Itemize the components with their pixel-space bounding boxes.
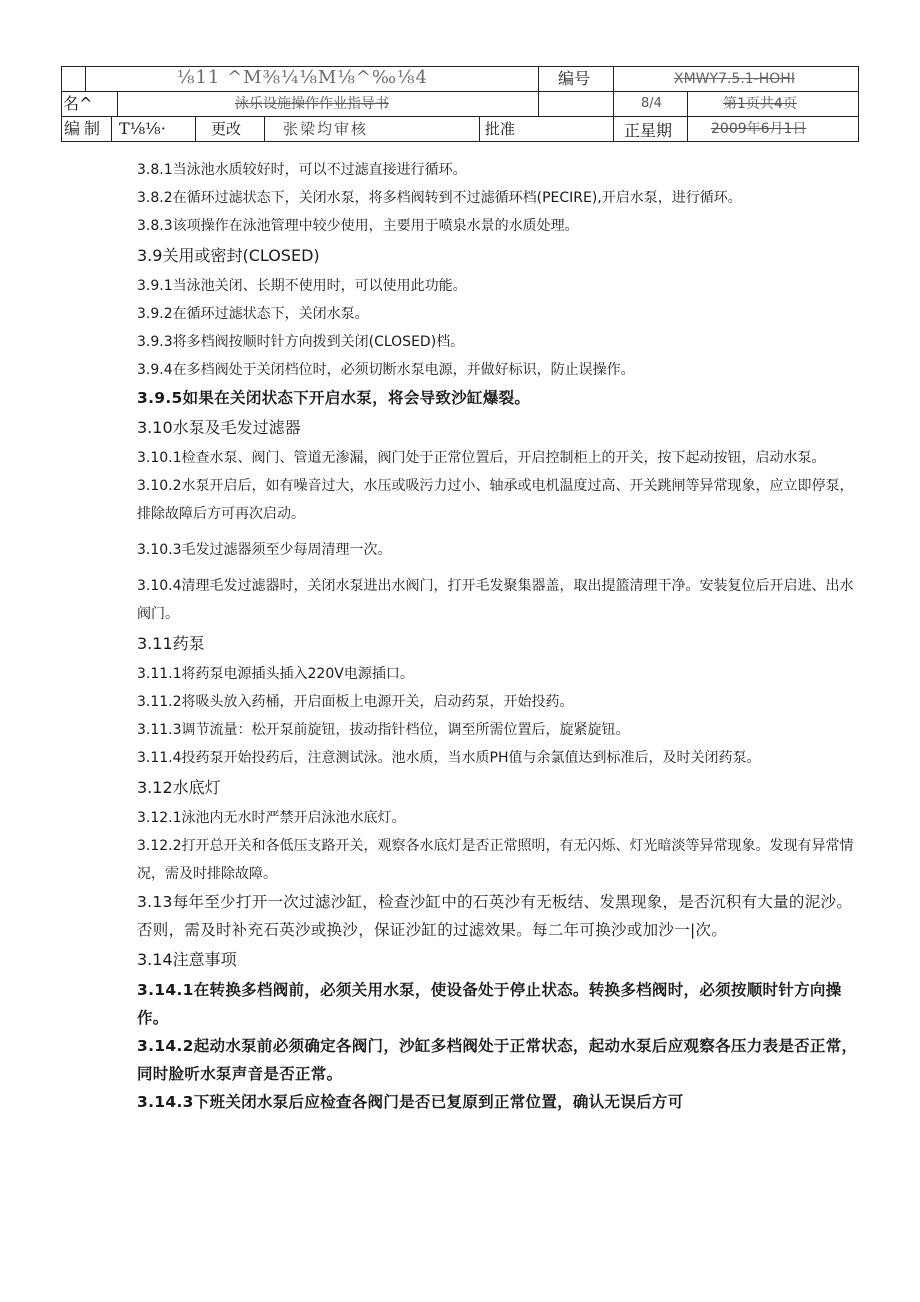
para-3-10-3: 3.10.3毛发过滤器须至少每周清理一次。 xyxy=(137,542,392,558)
code-label: 编号 xyxy=(558,69,591,88)
para-3-14-2: 3.14.2起动水泵前必须确定各阀门，沙缸多档阀处于正常状态，起动水泵后应观察各压力表是否正常，同时脸听水泵声音是否正常。 xyxy=(137,1037,858,1083)
para-3-9-5: 3.9.5如果在关闭状态下开启水泵，将会导致沙缸爆裂。 xyxy=(137,389,531,407)
para-3-11-2: 3.11.2将吸头放入药桶，开启面板上电源开关，启动药泵，开始投药。 xyxy=(137,694,574,710)
document-body xyxy=(137,156,861,1116)
para-3-12-1: 3.12.1泳池内无水时严禁开启泳池水底灯。 xyxy=(137,810,406,826)
page-fraction: 8/4 xyxy=(641,96,662,111)
para-3-10-4: 3.10.4清理毛发过滤器时，关闭水泵进出水阀门，打开毛发聚集器盖，取出提篮清理干净。安装复位后开启进、出水阀门。 xyxy=(137,578,854,622)
para-3-11-3: 3.11.3调节流量：松开泵前旋钮，拔动指针档位，调至所需位置后，旋紧旋钮。 xyxy=(137,722,630,738)
para-3-13: 3.13每年至少打开一次过滤沙缸，检查沙缸中的石英沙有无板结、发黑现象，是否沉积有大量的泥沙。否则，需及时补充石英沙或换沙，保证沙缸的过滤效果。每二年可换沙或加沙一|次。 xyxy=(137,893,853,939)
effective-label: 正星期 xyxy=(624,121,673,140)
reviewer-text: 张梁均审核 xyxy=(283,120,369,138)
para-3-11-1: 3.11.1将药泵电源插头插入220V电源插口。 xyxy=(137,666,414,682)
para-3-8-3: 3.8.3该项操作在泳池管理中较少使用，主要用于喷泉水景的水质处理。 xyxy=(137,218,579,234)
para-3-14-1: 3.14.1在转换多档阀前，必须关用水泵，使设备处于停止状态。转换多档阀时，必须按顺时针方向操作。 xyxy=(137,981,842,1027)
effective-date: 2009年6月1日 xyxy=(711,121,807,137)
name-label: 名^ xyxy=(63,94,93,113)
code-value: XMWY7.5.1-HOHI xyxy=(674,71,795,87)
para-3-11-4: 3.11.4投药泵开始投药后，注意测试泳。池水质，当水质PH值与余氯值达到标准后，及时关闭药泵。 xyxy=(137,750,761,766)
para-3-10-2: 3.10.2水泵开启后，如有噪音过大，水压或吸污力过小、轴承或电机温度过高、开关跳闸等异常现象，应立即停泵，排除故障后方可再次启动。 xyxy=(137,478,854,522)
garbled-title: ⅛11 ^M⅜¼⅛M⅛^‰⅛4 xyxy=(177,67,428,88)
heading-3-12: 3.12水底灯 xyxy=(137,778,221,797)
compiler-label: 编制 xyxy=(64,119,105,138)
compiler-value: T⅛⅛· xyxy=(119,119,166,138)
para-3-8-1: 3.8.1当泳池水质较好时，可以不过滤直接进行循环。 xyxy=(137,162,467,178)
para-3-9-1: 3.9.1当泳池关闭、长期不使用时，可以使用此功能。 xyxy=(137,278,467,294)
heading-3-10: 3.10水泵及毛发过滤器 xyxy=(137,418,301,437)
para-3-12-2: 3.12.2打开总开关和各低压支路开关，观察各水底灯是否正常照明，有无闪烁、灯光暗淡等异常现象。发现有异常情况，需及时排除故障。 xyxy=(137,838,854,882)
para-3-10-1: 3.10.1检查水泵、阀门、管道无渗漏，阀门处于正常位置后，开启控制柜上的开关，按下起动按钮，启动水泵。 xyxy=(137,450,826,466)
approve-label: 批准 xyxy=(485,120,516,138)
document-header-table xyxy=(61,66,859,142)
para-3-9-2: 3.9.2在循环过滤状态下，关闭水泵。 xyxy=(137,306,369,322)
heading-3-11: 3.11药泵 xyxy=(137,634,205,653)
para-3-8-2: 3.8.2在循环过滤状态下，关闭水泵，将多档阀转到不过滤循环档(PECIRE),开启水泵，进行循环。 xyxy=(137,190,742,206)
para-3-14-3: 3.14.3下班关闭水泵后应检查各阀门是否已复原到正常位置，确认无误后方可 xyxy=(137,1093,684,1111)
document-title: 泳乐设施操作作业指导书 xyxy=(235,96,389,112)
heading-3-9: 3.9关用或密封(CLOSED) xyxy=(137,246,320,265)
para-3-9-4: 3.9.4在多档阀处于关闭档位时，必须切断水泵电源，并做好标识，防止误操作。 xyxy=(137,362,635,378)
heading-3-14: 3.14注意事项 xyxy=(137,950,237,969)
page-info: 第1页共4页 xyxy=(723,96,797,112)
para-3-9-3: 3.9.3将多档阀按顺时针方向拨到关闭(CLOSED)档。 xyxy=(137,334,465,350)
revise-label: 更改 xyxy=(211,120,242,138)
